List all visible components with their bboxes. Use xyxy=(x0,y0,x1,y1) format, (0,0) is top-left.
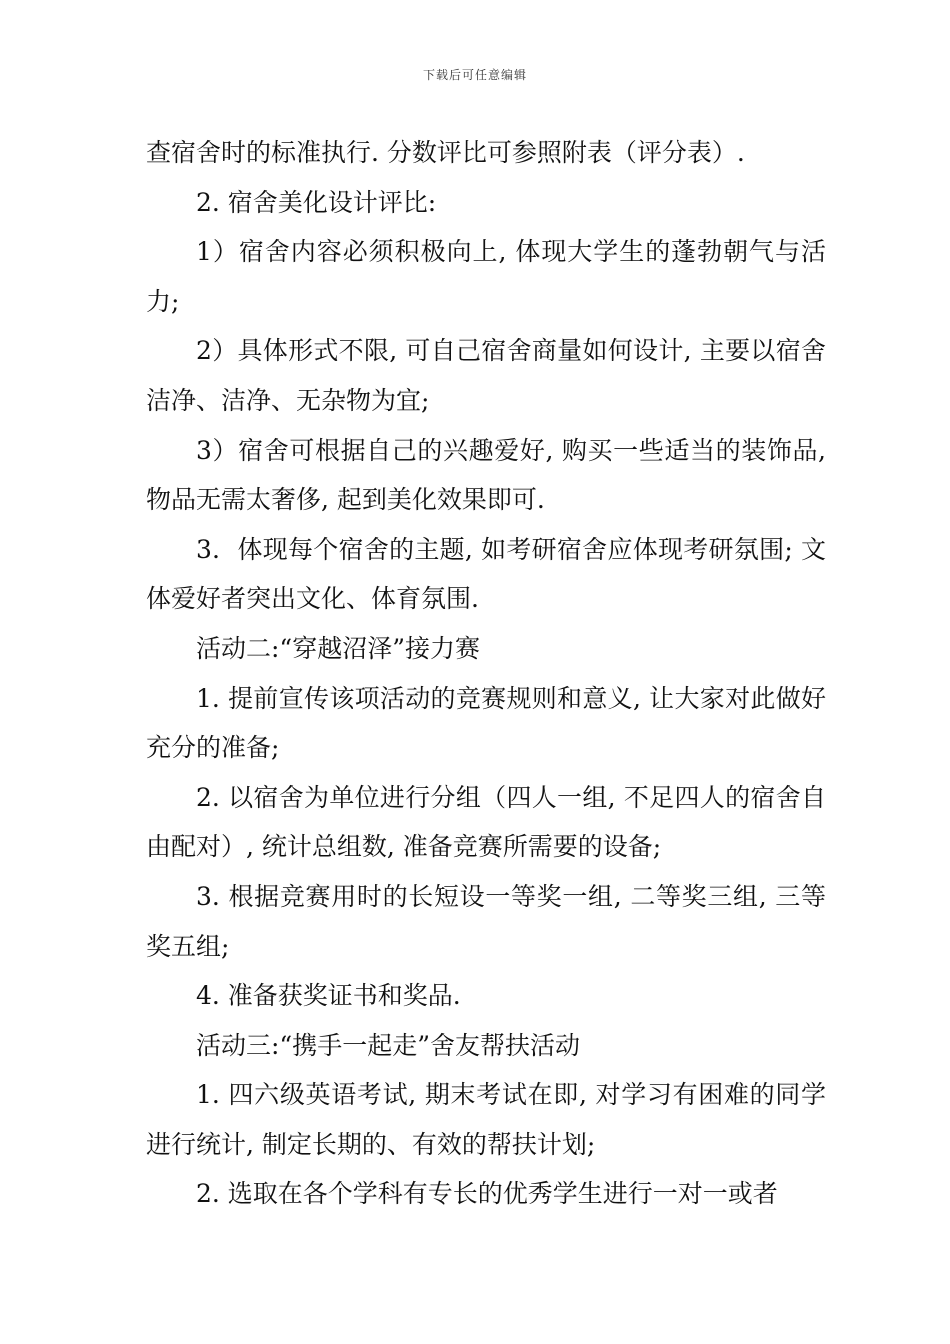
activity-three-item-2: 2. 选取在各个学科有专长的优秀学生进行一对一或者 xyxy=(196,1179,778,1209)
paragraph-continuation: 查宿舍时的标准执行. 分数评比可参照附表（评分表）. xyxy=(146,138,745,167)
paragraph-item-3: 3．体现每个宿舍的主题, 如考研宿舍应体现考研氛围; 文体爱好者突出文化、体育氛围. xyxy=(146,534,826,614)
paragraph-subitem-2: 2）具体形式不限, 可自己宿舍商量如何设计, 主要以宿舍洁净、洁净、无杂物为宜; xyxy=(146,336,826,415)
activity-three-item-1: 1. 四六级英语考试, 期末考试在即, 对学习有困难的同学进行统计, 制定长期的、有效的帮扶计划; xyxy=(146,1080,826,1159)
activity-two-item-1: 1. 提前宣传该项活动的竞赛规则和意义, 让大家对此做好充分的准备; xyxy=(146,683,826,763)
activity-two-heading: 活动二:“穿越沼泽”接力赛 xyxy=(196,633,480,663)
paragraph-item-2-heading: 2. 宿舍美化设计评比: xyxy=(196,187,437,217)
activity-two-item-4: 4. 准备获奖证书和奖品. xyxy=(196,981,461,1011)
page-header: 下载后可任意编辑 xyxy=(422,68,527,82)
activity-two-item-3: 3. 根据竞赛用时的长短设一等奖一组, 二等奖三组, 三等奖五组; xyxy=(146,881,826,961)
activity-three-heading: 活动三:“携手一起走”舍友帮扶活动 xyxy=(196,1030,580,1060)
activity-two-item-2: 2. 以宿舍为单位进行分组（四人一组, 不足四人的宿舍自由配对）, 统计总组数, 准备竞赛所需要的设备; xyxy=(146,782,826,862)
paragraph-subitem-1: 1）宿舍内容必须积极向上, 体现大学生的蓬勃朝气与活力; xyxy=(146,237,826,316)
paragraph-subitem-3: 3）宿舍可根据自己的兴趣爱好, 购买一些适当的装饰品, 物品无需太奢侈, 起到美化效果即可. xyxy=(146,435,826,515)
document-body xyxy=(146,128,826,1219)
